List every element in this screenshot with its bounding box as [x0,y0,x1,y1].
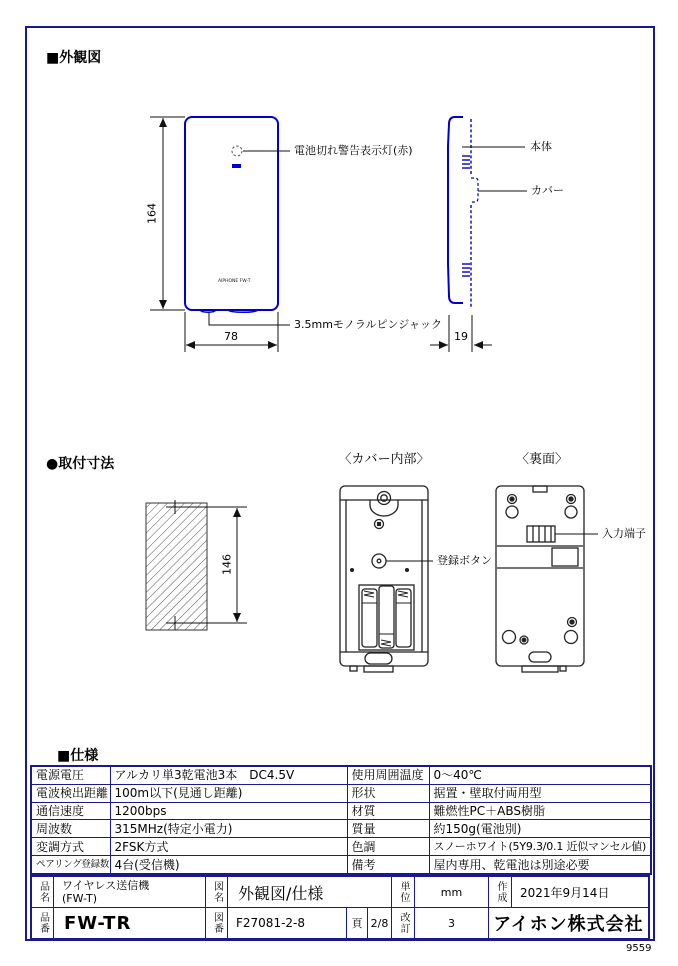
jack-label: 3.5mmモノラルピンジャック [294,318,442,331]
spec-label: 電波検出距離 [31,784,110,802]
section-heading-cover-inside: 〈カバー内部〉 [338,452,430,467]
created-date: 2021年9月14日 [520,885,610,900]
spec-value: 0～40℃ [429,766,651,784]
drawing-title-label: 図名 [206,877,228,907]
section-heading-back: 〈裏面〉 [515,452,568,467]
spec-value: 315MHz(特定小電力) [110,820,347,838]
spec-row [31,784,651,802]
page-value: 2/8 [368,908,392,938]
spec-label: 通信速度 [31,802,110,820]
drawing-number-label: 図番 [206,908,228,938]
spec-value: 100m以下(見通し距離) [110,784,347,802]
product-name-label: 品名 [32,877,54,907]
spec-value: スノーホワイト(5Y9.3/0.1 近似マンセル値) [429,838,651,856]
spec-row [31,856,651,874]
dim-height-164: 164 [145,203,159,224]
registration-button-label: 登録ボタン [437,554,492,567]
body-label: 本体 [530,140,552,153]
side-view-drawing [430,117,527,352]
spec-value: 屋内専用、乾電池は別途必要 [429,856,651,874]
title-block-row-1 [32,877,648,908]
spec-label: ペアリング登録数 [31,856,110,874]
spec-label: 形状 [347,784,429,802]
section-heading-external-view: ■外観図 [46,50,102,66]
revision-label: 改訂 [392,908,415,938]
led-label: 電池切れ警告表示灯(赤) [294,144,413,157]
back-screws-top [506,495,577,519]
front-view-drawing [150,117,290,352]
battery-compartment [359,585,414,650]
unit-label: 単位 [392,877,415,907]
title-block [30,875,650,940]
created-label: 作成 [489,877,512,907]
back-view-drawing [496,486,598,672]
spec-row [31,766,651,784]
company-name: アイホン株式会社 [493,914,644,935]
spec-value: アルカリ単3乾電池3本 DC4.5V [110,766,347,784]
unit-value: mm [415,877,489,907]
spec-row [31,838,651,856]
spec-value: 約150g(電池別) [429,820,651,838]
input-terminal [527,526,555,542]
back-cord-slot [529,652,551,662]
back-screws-bottom [503,618,578,645]
section-heading-specs: ■仕様 [57,748,99,764]
spec-label: 材質 [347,802,429,820]
product-number-label: 品番 [32,908,54,938]
spec-row [31,802,651,820]
spec-label: 質量 [347,820,429,838]
dim-mount-146: 146 [220,554,234,575]
input-terminal-label: 入力端子 [602,527,646,540]
revision-value: 3 [415,908,489,938]
page-label: 頁 [347,908,368,938]
led-window [375,520,384,529]
registration-button [372,554,386,568]
cover-inside-drawing [340,486,433,672]
cord-slot [365,653,392,664]
dim-depth-19: 19 [454,330,468,343]
spec-label: 電源電圧 [31,766,110,784]
spec-value: 1200bps [110,802,347,820]
product-name-cell: ワイヤレス送信機 (FW-T) [54,877,206,907]
top-screw [370,492,398,517]
title-block-row-2 [32,908,648,938]
cover-label: カバー [531,184,564,197]
section-heading-mounting: ●取付寸法 [46,456,115,472]
spec-row [31,820,651,838]
spec-value: 据置・壁取付両用型 [429,784,651,802]
drawing-title-cell: 外観図/仕様 [228,877,392,907]
mount-slot-marks [462,156,470,276]
spec-value: 難燃性PC＋ABS樹脂 [429,802,651,820]
brand-logo-mark: AIPHONE FW-T [218,279,251,284]
spec-table [30,765,652,875]
spec-value: 2FSK方式 [110,838,347,856]
spec-label: 色調 [347,838,429,856]
spec-label: 変調方式 [31,838,110,856]
spec-label: 周波数 [31,820,110,838]
drawing-number-cell: F27081-2-8 [228,908,347,938]
spec-label: 備考 [347,856,429,874]
product-number-cell: FW-TR [54,908,206,938]
corner-note: 9559 [626,943,652,954]
spec-label: 使用周囲温度 [347,766,429,784]
dim-width-78: 78 [224,330,238,343]
cover-hook [471,178,478,202]
spec-value: 4台(受信機) [110,856,347,874]
